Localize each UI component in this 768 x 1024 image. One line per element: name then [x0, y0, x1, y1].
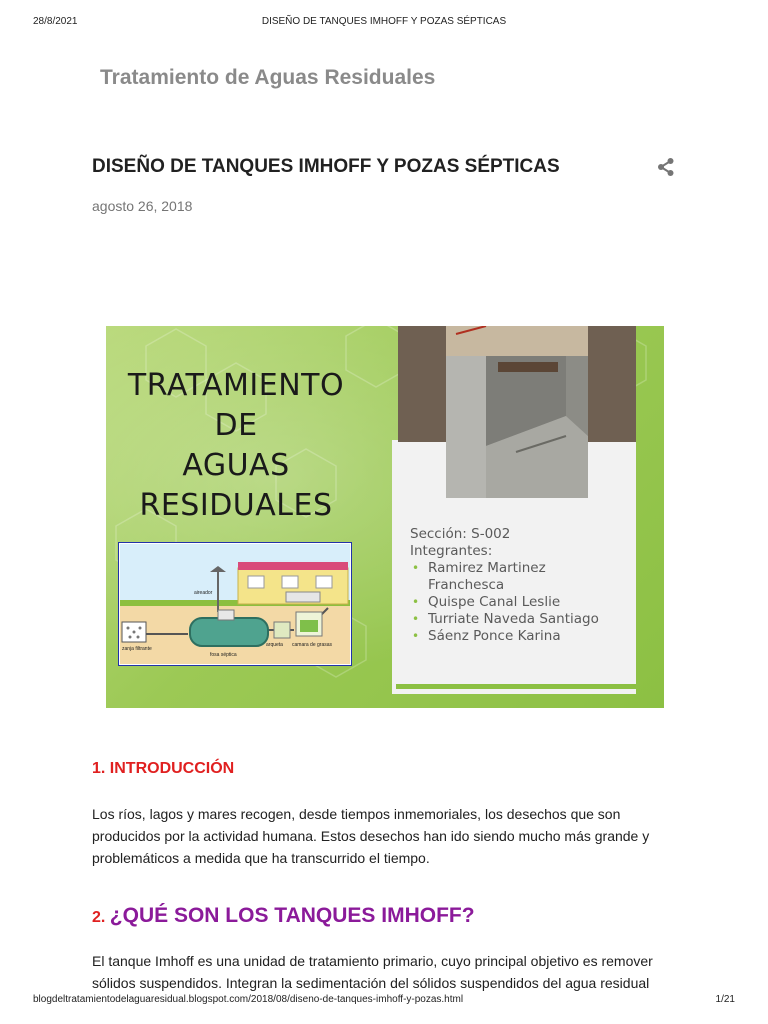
- member-item-continued: Franchesca: [428, 577, 505, 593]
- post-title: DISEÑO DE TANQUES IMHOFF Y POZAS SÉPTICAS: [92, 156, 560, 177]
- post-date: agosto 26, 2018: [92, 198, 193, 214]
- slide-heading-line: RESIDUALES: [139, 488, 333, 523]
- slide-heading-line: TRATAMIENTO: [127, 368, 345, 403]
- section-heading-imhoff: [92, 904, 475, 928]
- print-url: blogdeltratamientodelaguaresidual.blogspot.com/2018/08/diseno-de-tanques-imhoff-y-pozas.html: [33, 994, 464, 1005]
- slide-heading: [106, 366, 366, 526]
- paragraph-line: problemáticos a medida que ha transcurrido el tiempo.: [92, 850, 430, 866]
- member-item: • Quispe Canal Leslie: [410, 594, 599, 611]
- print-document-title: DISEÑO DE TANQUES IMHOFF Y POZAS SÉPTICAS: [261, 16, 507, 27]
- slide-section: Sección: S-002: [410, 526, 511, 542]
- diagram-label: fosa séptica: [210, 652, 237, 658]
- paragraph-line: sólidos suspendidos. Integran la sedimentación del sólidos suspendidos del agua residual: [92, 975, 650, 991]
- print-date: 28/8/2021: [33, 16, 78, 27]
- slide-accent-bar: [396, 684, 636, 689]
- imhoff-paragraph: [92, 950, 682, 994]
- paragraph-line: El tanque Imhoff es una unidad de tratamiento primario, cuyo principal objetivo es remover: [92, 953, 653, 969]
- member-item: • Sáenz Ponce Karina: [410, 628, 599, 645]
- blog-title[interactable]: Tratamiento de Aguas Residuales: [100, 66, 436, 89]
- share-icon[interactable]: [655, 156, 677, 178]
- print-page-number: 1/21: [715, 994, 735, 1005]
- section-heading-introduction: 1. INTRODUCCIÓN: [92, 760, 235, 777]
- diagram-label: arqueta: [266, 642, 283, 648]
- slide-members: [410, 526, 599, 645]
- paragraph-line: producidos por la actividad humana. Estos desechos han ido siendo mucho más grande y: [92, 828, 650, 844]
- imhoff-tank-photo: [446, 326, 588, 498]
- septic-system-diagram: [118, 542, 352, 666]
- cover-slide-image: [106, 326, 664, 708]
- slide-heading-line: DE: [214, 408, 258, 443]
- diagram-label: zanja filtrante: [122, 646, 152, 652]
- slide-members-label: Integrantes:: [410, 543, 493, 559]
- section-number: 2.: [92, 909, 106, 926]
- member-item: • Turriate Naveda Santiago: [410, 611, 599, 628]
- introduction-paragraph: [92, 803, 682, 869]
- slide-heading-line: AGUAS: [182, 448, 290, 483]
- member-item: • Ramirez Martinez: [410, 560, 599, 577]
- diagram-label: camara de grasas: [292, 642, 333, 648]
- diagram-label: aireador: [194, 590, 213, 596]
- section-title: ¿QUÉ SON LOS TANQUES IMHOFF?: [109, 904, 475, 927]
- paragraph-line: Los ríos, lagos y mares recogen, desde tiempos inmemoriales, los desechos que son: [92, 806, 621, 822]
